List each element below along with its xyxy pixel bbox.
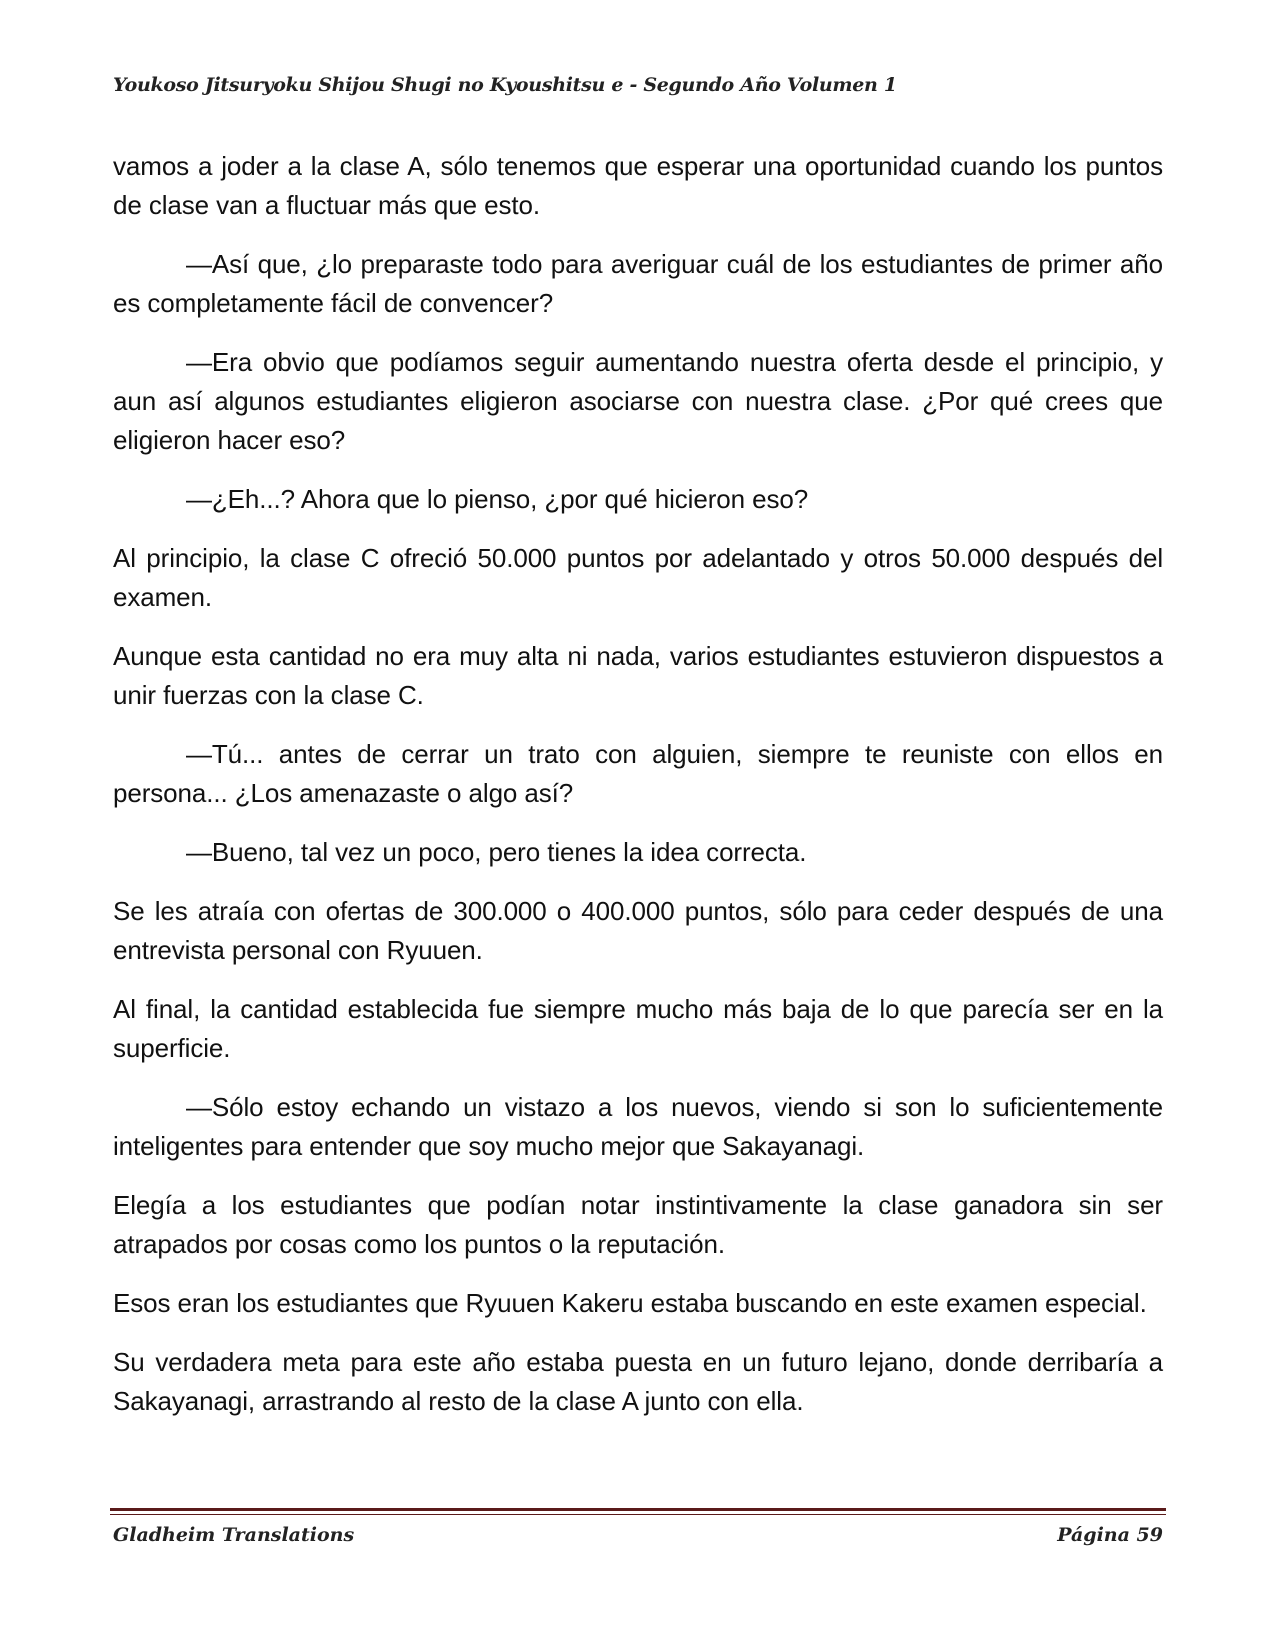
paragraph-dialogue: —Sólo estoy echando un vistazo a los nuevos, viendo si son lo suficientemente inteligentes para entender que soy mucho mejor que Sakayanagi.: [113, 1092, 1163, 1161]
paragraph-narration: Se les atraía con ofertas de 300.000 o 400.000 puntos, sólo para ceder después de una entrevista personal con Ryuuen.: [113, 896, 1163, 965]
footer-divider: [110, 1508, 1166, 1515]
paragraph-narration: Su verdadera meta para este año estaba puesta en un futuro lejano, donde derribaría a Sakayanagi, arrastrando al resto de la clase A junto con ella.: [113, 1347, 1163, 1416]
paragraph-narration: vamos a joder a la clase A, sólo tenemos que esperar una oportunidad cuando los puntos de clase van a fluctuar más que esto.: [113, 151, 1163, 220]
paragraph-dialogue: —¿Eh...? Ahora que lo pienso, ¿por qué hicieron eso?: [186, 484, 809, 514]
paragraph-dialogue: —Tú... antes de cerrar un trato con alguien, siempre te reuniste con ellos en persona... ¿Los amenazaste o algo así?: [113, 739, 1163, 808]
paragraph-dialogue: —Era obvio que podíamos seguir aumentando nuestra oferta desde el principio, y aun así algunos estudiantes eligieron asociarse con nuestra clase. ¿Por qué crees que eligieron hacer eso?: [113, 347, 1163, 455]
paragraph-narration: Esos eran los estudiantes que Ryuuen Kakeru estaba buscando en este examen especial.: [113, 1288, 1147, 1318]
paragraph-narration: Al principio, la clase C ofreció 50.000 puntos por adelantado y otros 50.000 después del examen.: [113, 543, 1163, 612]
paragraph-narration: Elegía a los estudiantes que podían notar instintivamente la clase ganadora sin ser atrapados por cosas como los puntos o la reputación.: [113, 1190, 1163, 1259]
body-text: [113, 147, 1163, 1441]
paragraph-dialogue: —Así que, ¿lo preparaste todo para averiguar cuál de los estudiantes de primer año es completamente fácil de convencer?: [113, 249, 1163, 318]
footer-credit: Gladheim Translations: [113, 1524, 355, 1546]
paragraph-narration: Aunque esta cantidad no era muy alta ni nada, varios estudiantes estuvieron dispuestos a unir fuerzas con la clase C.: [113, 641, 1163, 710]
paragraph-narration: Al final, la cantidad establecida fue siempre mucho más baja de lo que parecía ser en la superficie.: [113, 994, 1163, 1063]
page-number: Página 59: [1057, 1524, 1163, 1546]
page-header-title: Youkoso Jitsuryoku Shijou Shugi no Kyoushitsu e - Segundo Año Volumen 1: [113, 74, 897, 96]
paragraph-dialogue: —Bueno, tal vez un poco, pero tienes la idea correcta.: [186, 837, 807, 867]
